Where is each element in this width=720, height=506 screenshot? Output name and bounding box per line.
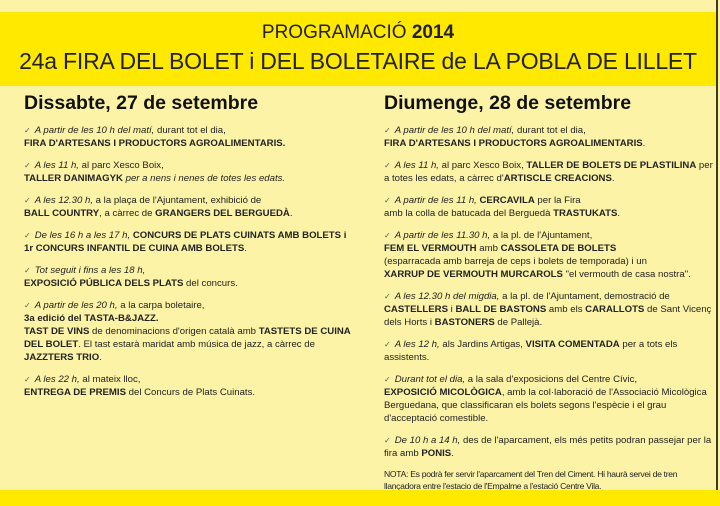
check-icon: ✓ (24, 375, 31, 384)
program-item (384, 194, 714, 220)
event-text: . (451, 448, 454, 459)
event-time: De 10 h a 14 h, (394, 435, 461, 446)
event-name: FIRA D'ARTESANS I PRODUCTORS AGROALIMENTARIS. (24, 138, 286, 149)
event-text: del Concurs de Plats Cuinats. (126, 387, 256, 398)
event-text: i (447, 304, 456, 315)
event-text: de Pallejà. (494, 317, 543, 328)
event-text: "el vermouth de casa nostra". (562, 269, 691, 280)
saturday-column (24, 92, 354, 408)
event-text: . (617, 208, 621, 219)
program-year: 2014 (411, 22, 455, 43)
event-time: per a nens i nenes de totes les edats. (122, 173, 286, 184)
event-name: TALLER DANIMAGYK (24, 173, 123, 184)
program-item (24, 159, 354, 185)
event-text: , a càrrec de (99, 208, 156, 219)
event-time: A partir de les 10 h del matí, (34, 125, 155, 136)
event-text: de Sant Vicenç dels Horts i (384, 304, 712, 328)
event-text: per a tots els assistents. (384, 339, 678, 363)
check-icon: ✓ (384, 196, 391, 205)
program-item (24, 373, 354, 399)
event-text: del concurs. (183, 278, 238, 289)
event-text: (esparracada amb barreja de ceps i bolets de temporada) i un (384, 256, 647, 267)
event-text: . (611, 173, 615, 184)
event-time: A partir de les 11 h, (394, 195, 477, 206)
event-text: al parc Xesco Boix, (438, 160, 527, 171)
fair-title: 24a FIRA DEL BOLET i DEL BOLETAIRE de LA POBLA DE LILLET (19, 48, 697, 74)
event-text: . (244, 243, 247, 254)
sunday-column (384, 92, 714, 492)
event-time: A partir de les 10 h del matí, (394, 125, 515, 136)
check-icon: ✓ (24, 266, 31, 275)
check-icon: ✓ (24, 196, 31, 205)
sunday-items (384, 124, 714, 460)
event-name: CASSOLETA DE BOLETS (500, 243, 617, 254)
event-name: CARALLOTS (585, 304, 645, 315)
event-name: FIRA D'ARTESANS I PRODUCTORS AGROALIMENTARIS (384, 138, 643, 149)
event-time: A les 11 h, (394, 160, 439, 171)
event-name: BALL DE BASTONS (455, 304, 547, 315)
event-time: A les 22 h, (34, 374, 80, 385)
bottom-band (0, 490, 720, 506)
program-label: PROGRAMACIÓ (261, 22, 412, 43)
event-text: al parc Xesco Boix, (78, 160, 164, 171)
event-name: TALLER DE BOLETS DE PLASTILINA (526, 160, 697, 171)
saturday-title: Dissabte, 27 de setembre (24, 92, 259, 114)
event-name: TAST DE VINS (24, 326, 90, 337)
event-name: FEM EL VERMOUTH (384, 243, 477, 254)
event-name: CONCURS DE PLATS CUINATS AMB BOLETS i 1r CONCURS INFANTIL DE CUINA AMB BOLETS (24, 230, 347, 254)
program-item (384, 159, 714, 185)
parking-note: NOTA: Es podrà fer servir l'aparcament del Tren del Ciment. Hi haurà servei de tren llançadora entre l'estacio de l'Empalme a l'estació Centre Vila. (384, 469, 678, 491)
program-item (384, 373, 714, 425)
saturday-items (24, 124, 354, 399)
event-time: Durant tot el dia, (394, 374, 466, 385)
event-name: EXPOSICIÓ MICOLÒGICA (384, 387, 502, 398)
check-icon: ✓ (384, 375, 391, 384)
check-icon: ✓ (24, 301, 31, 310)
event-time: De les 16 h a les 17 h, (34, 230, 131, 241)
check-icon: ✓ (24, 161, 31, 170)
event-name: ARTISCLE CREACIONS (503, 173, 612, 184)
event-text: . (289, 208, 293, 219)
event-text: durant tot el dia, (154, 125, 226, 136)
check-icon: ✓ (384, 292, 391, 301)
event-text: . (642, 138, 646, 149)
program-item (24, 299, 354, 364)
program-item (24, 124, 354, 150)
check-icon: ✓ (24, 231, 31, 240)
program-item (384, 338, 714, 364)
event-text: . El tast estarà maridat amb música de jazz, a càrrec de (78, 339, 315, 350)
event-text: amb els (546, 304, 586, 315)
event-name: 3a edició del TASTA-B&JAZZ. (24, 313, 159, 324)
event-name: PONIS (421, 448, 452, 459)
check-icon: ✓ (384, 126, 391, 135)
check-icon: ✓ (384, 436, 391, 445)
event-text: amb (476, 243, 501, 254)
event-text: als Jardins Artigas, (439, 339, 526, 350)
event-text: durant tot el dia, (514, 125, 586, 136)
event-name: BASTONERS (434, 317, 495, 328)
event-name: CERCAVILA (479, 195, 535, 206)
event-name: JAZZTERS TRIO (24, 352, 100, 363)
event-time: A les 12.30 h del migdia, (394, 291, 500, 302)
event-name: EXPOSICIÓ PÚBLICA DELS PLATS (24, 278, 184, 289)
header-band (0, 12, 716, 86)
event-text: des de l'aparcament, els més petits podran passejar per la fira amb (384, 435, 712, 459)
event-name: GRANGERS DEL BERGUEDÀ (155, 208, 290, 219)
event-text: a la pl. de l'Ajuntament, (490, 230, 593, 241)
event-text: a la pl. de l'Ajuntament, demostració de (499, 291, 670, 302)
event-text: de denominacions d'origen català amb (89, 326, 259, 337)
program-item (384, 229, 714, 281)
program-item (384, 434, 714, 460)
check-icon: ✓ (384, 161, 391, 170)
program-item (24, 229, 354, 255)
sunday-title: Diumenge, 28 de setembre (384, 92, 632, 114)
check-icon: ✓ (384, 340, 391, 349)
event-text: per a totes les edats, a càrrec d' (384, 160, 713, 184)
event-time: Tot seguit i fins a les 18 h, (34, 265, 146, 276)
event-time: A les 12.30 h, (34, 195, 94, 206)
event-name: TRASTUKATS (553, 208, 618, 219)
event-name: XARRUP DE VERMOUTH MURCAROLS (384, 269, 563, 280)
event-time: A les 12 h, (394, 339, 440, 350)
event-text: a la sala d'exposicions del Centre Cívic, (465, 374, 638, 385)
event-text: a la carpa boletaire, (117, 300, 205, 311)
event-text: al mateix lloc, (79, 374, 141, 385)
event-name: ENTREGA DE PREMIS (24, 387, 126, 398)
program-item (24, 194, 354, 220)
event-text: a la plaça de l'Ajuntament, exhibició de (93, 195, 262, 206)
top-margin (0, 0, 720, 12)
event-time: A les 11 h, (34, 160, 79, 171)
event-text: amb la colla de batucada del Berguedà (384, 208, 554, 219)
program-title (0, 22, 716, 44)
event-name: TASTETS DE CUINA DEL BOLET (24, 326, 351, 350)
event-name: VISITA COMENTADA (525, 339, 620, 350)
event-text: , amb la col·laboració de l'Associació Micològica Berguedana, que classificaran els bolets segons l'espècie i el grau d'acceptació comestible. (384, 387, 707, 424)
event-text: . (99, 352, 102, 363)
check-icon: ✓ (24, 126, 31, 135)
check-icon: ✓ (384, 231, 391, 240)
event-time: A partir de les 20 h, (34, 300, 118, 311)
program-item (384, 290, 714, 329)
event-name: BALL COUNTRY (24, 208, 100, 219)
event-text: per la Fira (534, 195, 581, 206)
program-item (24, 264, 354, 290)
program-item (384, 124, 714, 150)
event-time: A partir de les 11.30 h, (394, 230, 491, 241)
event-name: CASTELLERS (384, 304, 448, 315)
